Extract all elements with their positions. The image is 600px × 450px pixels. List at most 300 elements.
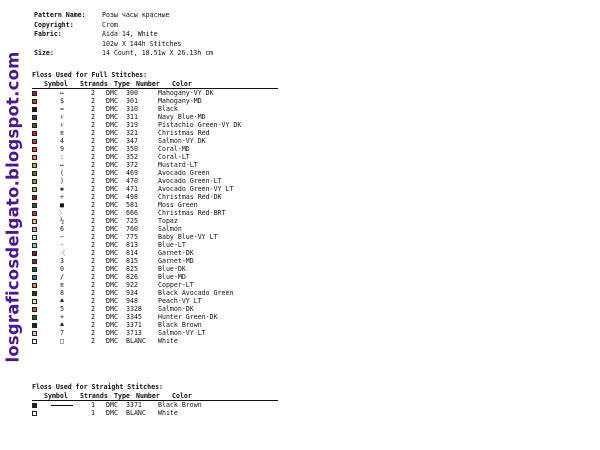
- color-name: Black: [158, 105, 178, 113]
- color-swatch: [32, 99, 37, 104]
- swatch-cell: [32, 201, 44, 209]
- header-row: [34, 11, 213, 21]
- floss-number: 3371: [126, 401, 142, 409]
- strands: 2: [91, 225, 95, 233]
- floss-row: [32, 153, 278, 161]
- swatch-cell: [32, 217, 44, 225]
- swatch-cell: [32, 169, 44, 177]
- full-stitches-table: [32, 80, 278, 345]
- floss-type: DMC: [106, 321, 118, 329]
- color-swatch: [32, 211, 37, 216]
- floss-number: 350: [126, 145, 138, 153]
- floss-row: [32, 321, 278, 329]
- stitch-symbol: 7: [60, 329, 64, 337]
- floss-row: [32, 225, 278, 233]
- strands: 2: [91, 265, 95, 273]
- stitch-symbol: ✱: [60, 185, 64, 193]
- floss-row: [32, 249, 278, 257]
- swatch-cell: [32, 89, 44, 97]
- stitch-symbol: ÷: [60, 193, 64, 201]
- color-swatch: [32, 251, 37, 256]
- swatch-cell: [32, 145, 44, 153]
- stitch-symbol: 〉: [58, 209, 66, 217]
- column-header: Number: [136, 80, 160, 88]
- strands: 2: [91, 281, 95, 289]
- floss-type: DMC: [106, 289, 118, 297]
- color-name: Mahogany-MD: [158, 97, 202, 105]
- floss-row: [32, 129, 278, 137]
- floss-type: DMC: [106, 409, 118, 417]
- color-name: Salmon: [158, 225, 182, 233]
- floss-row: [32, 193, 278, 201]
- floss-number: BLANC: [126, 409, 146, 417]
- stitch-symbol: 5: [60, 305, 64, 313]
- swatch-cell: [32, 313, 44, 321]
- color-swatch: [32, 219, 37, 224]
- floss-type: DMC: [106, 161, 118, 169]
- header-label: Copyright:: [34, 20, 74, 29]
- floss-type: DMC: [106, 105, 118, 113]
- swatch-cell: [32, 321, 44, 329]
- floss-row: [32, 233, 278, 241]
- floss-type: DMC: [106, 249, 118, 257]
- floss-row: [32, 281, 278, 289]
- color-swatch: [32, 195, 37, 200]
- color-swatch: [32, 107, 37, 112]
- floss-number: 319: [126, 121, 138, 129]
- floss-type: DMC: [106, 241, 118, 249]
- color-swatch: [32, 91, 37, 96]
- swatch-cell: [32, 161, 44, 169]
- swatch-cell: [32, 209, 44, 217]
- color-name: Avocado Green-VY LT: [158, 185, 234, 193]
- strands: 2: [91, 129, 95, 137]
- floss-type: DMC: [106, 169, 118, 177]
- swatch-cell: [32, 129, 44, 137]
- floss-type: DMC: [106, 153, 118, 161]
- line-symbol-icon: [51, 405, 73, 406]
- floss-type: DMC: [106, 337, 118, 345]
- floss-row: [32, 265, 278, 273]
- floss-type: DMC: [106, 217, 118, 225]
- floss-number: 775: [126, 233, 138, 241]
- floss-number: 311: [126, 113, 138, 121]
- header-label: Fabric:: [34, 30, 62, 38]
- floss-type: DMC: [106, 145, 118, 153]
- stitch-symbol: −: [60, 233, 64, 241]
- strands: 2: [91, 257, 95, 265]
- floss-number: 725: [126, 217, 138, 225]
- color-name: Moss Green: [158, 201, 198, 209]
- color-swatch: [32, 187, 37, 192]
- column-header: Type: [114, 80, 130, 88]
- floss-number: 300: [126, 89, 138, 97]
- floss-number: 321: [126, 129, 138, 137]
- color-name: Blue-LT: [158, 241, 186, 249]
- floss-row: [32, 337, 278, 345]
- floss-number: 301: [126, 97, 138, 105]
- floss-number: 922: [126, 281, 138, 289]
- swatch-cell: [32, 289, 44, 297]
- color-swatch: [32, 307, 37, 312]
- column-header: Strands: [80, 392, 108, 400]
- floss-type: DMC: [106, 201, 118, 209]
- floss-number: 825: [126, 265, 138, 273]
- strands: 2: [91, 113, 95, 121]
- swatch-cell: [32, 105, 44, 113]
- floss-type: DMC: [106, 281, 118, 289]
- stitch-symbol: 0: [60, 265, 64, 273]
- color-swatch: [32, 243, 37, 248]
- stitch-symbol: ↑: [60, 121, 64, 129]
- floss-row: [32, 89, 278, 97]
- floss-number: 826: [126, 273, 138, 281]
- strands: 2: [91, 121, 95, 129]
- stitch-symbol: (: [60, 169, 64, 177]
- floss-row: [32, 145, 278, 153]
- floss-row: [32, 185, 278, 193]
- floss-row: [32, 329, 278, 337]
- floss-number: 948: [126, 297, 138, 305]
- floss-type: DMC: [106, 313, 118, 321]
- column-header: Strands: [80, 80, 108, 88]
- color-name: Hunter Green-DK: [158, 313, 218, 321]
- stitch-symbol: +: [60, 313, 64, 321]
- header-value: Aida 14, White: [102, 30, 158, 38]
- color-name: Garnet-MD: [158, 257, 194, 265]
- swatch-cell: [32, 153, 44, 161]
- stitch-symbol: ↔: [60, 161, 64, 169]
- stitch-symbol: $: [60, 97, 64, 105]
- strands: 1: [91, 409, 95, 417]
- floss-number: 470: [126, 177, 138, 185]
- floss-row: [32, 273, 278, 281]
- floss-number: 760: [126, 225, 138, 233]
- strands: 2: [91, 241, 95, 249]
- stitch-symbol: 〈: [58, 249, 66, 257]
- swatch-cell: [32, 233, 44, 241]
- color-swatch: [32, 115, 37, 120]
- floss-row: [32, 97, 278, 105]
- color-swatch: [32, 163, 37, 168]
- floss-number: 814: [126, 249, 138, 257]
- floss-type: DMC: [106, 185, 118, 193]
- color-swatch: [32, 267, 37, 272]
- column-header: Number: [136, 392, 160, 400]
- header-row: [34, 49, 213, 59]
- floss-number: 372: [126, 161, 138, 169]
- floss-type: DMC: [106, 97, 118, 105]
- floss-type: DMC: [106, 265, 118, 273]
- color-swatch: [32, 403, 37, 408]
- floss-number: 347: [126, 137, 138, 145]
- floss-type: DMC: [106, 129, 118, 137]
- swatch-cell: [32, 273, 44, 281]
- swatch-cell: [32, 329, 44, 337]
- stitch-symbol: 4: [60, 137, 64, 145]
- floss-number: 3371: [126, 321, 142, 329]
- floss-row: [32, 105, 278, 113]
- stitch-symbol: ½: [60, 217, 64, 225]
- stitch-symbol: □: [60, 337, 64, 345]
- column-header: Color: [172, 80, 192, 88]
- strands: 2: [91, 177, 95, 185]
- swatch-cell: [32, 281, 44, 289]
- floss-row: [32, 113, 278, 121]
- swatch-cell: [32, 297, 44, 305]
- floss-type: DMC: [106, 121, 118, 129]
- floss-number: 3713: [126, 329, 142, 337]
- floss-row: [32, 257, 278, 265]
- color-swatch: [32, 259, 37, 264]
- color-name: Peach-VY LT: [158, 297, 202, 305]
- floss-number: 3328: [126, 305, 142, 313]
- floss-type: DMC: [106, 273, 118, 281]
- column-header: Symbol: [44, 392, 68, 400]
- floss-type: DMC: [106, 305, 118, 313]
- stitch-symbol: 6: [60, 225, 64, 233]
- header-value: 102w X 144h Stitches: [102, 39, 182, 48]
- color-name: Christmas Red-BRT: [158, 209, 226, 217]
- color-name: White: [158, 409, 178, 417]
- straight-stitches-title: Floss Used for Straight Stitches:: [32, 383, 164, 391]
- color-name: White: [158, 337, 178, 345]
- floss-row: [32, 121, 278, 129]
- color-name: Christmas Red-DK: [158, 193, 222, 201]
- color-swatch: [32, 147, 37, 152]
- stitch-symbol: ≈: [60, 105, 64, 113]
- floss-type: DMC: [106, 329, 118, 337]
- color-name: Avocado Green-LT: [158, 177, 222, 185]
- swatch-cell: [32, 305, 44, 313]
- color-swatch: [32, 179, 37, 184]
- floss-type: DMC: [106, 89, 118, 97]
- swatch-cell: [32, 257, 44, 265]
- floss-type: DMC: [106, 177, 118, 185]
- stitch-symbol: ♣: [60, 297, 64, 305]
- header-label: [34, 40, 102, 50]
- column-header: Symbol: [44, 80, 68, 88]
- floss-type: DMC: [106, 257, 118, 265]
- color-swatch: [32, 299, 37, 304]
- stitch-symbol: /: [60, 273, 64, 281]
- header-value: Розы часы красные: [102, 11, 170, 19]
- strands: 2: [91, 289, 95, 297]
- strands: 2: [91, 97, 95, 105]
- strands: 2: [91, 201, 95, 209]
- strands: 2: [91, 169, 95, 177]
- floss-type: DMC: [106, 113, 118, 121]
- color-swatch: [32, 235, 37, 240]
- color-swatch: [32, 171, 37, 176]
- floss-number: 469: [126, 169, 138, 177]
- swatch-cell: [32, 137, 44, 145]
- floss-row: [32, 209, 278, 217]
- strands: 2: [91, 217, 95, 225]
- header-value: 14 Count, 18.51w X 26.13h cm: [102, 49, 214, 57]
- stitch-symbol: ≡: [60, 281, 64, 289]
- color-swatch: [32, 339, 37, 344]
- floss-row: [32, 409, 278, 417]
- header-label: Pattern Name:: [34, 11, 86, 19]
- full-stitches-title: Floss Used for Full Stitches:: [32, 71, 148, 79]
- stitch-symbol: ): [60, 177, 64, 185]
- color-swatch: [32, 131, 37, 136]
- color-swatch: [32, 155, 37, 160]
- color-swatch: [32, 411, 37, 416]
- floss-type: DMC: [106, 209, 118, 217]
- strands: 2: [91, 105, 95, 113]
- stitch-symbol: 9: [60, 145, 64, 153]
- table-header: [32, 80, 278, 89]
- swatch-cell: [32, 97, 44, 105]
- floss-row: [32, 201, 278, 209]
- color-name: Black Brown: [158, 401, 202, 409]
- strands: 2: [91, 233, 95, 241]
- color-swatch: [32, 331, 37, 336]
- strands: 2: [91, 153, 95, 161]
- floss-type: DMC: [106, 297, 118, 305]
- color-name: Baby Blue-VY LT: [158, 233, 218, 241]
- color-swatch: [32, 315, 37, 320]
- header-row: [34, 40, 213, 50]
- color-swatch: [32, 139, 37, 144]
- color-name: Christmas Red: [158, 129, 210, 137]
- color-name: Salmon-VY DK: [158, 137, 206, 145]
- color-swatch: [32, 123, 37, 128]
- strands: 2: [91, 305, 95, 313]
- column-header: Color: [172, 392, 192, 400]
- color-name: Black Brown: [158, 321, 202, 329]
- floss-type: DMC: [106, 137, 118, 145]
- swatch-cell: [32, 193, 44, 201]
- floss-row: [32, 241, 278, 249]
- color-swatch: [32, 283, 37, 288]
- header-row: [34, 30, 213, 40]
- table-header: [32, 392, 278, 401]
- swatch-cell: [32, 113, 44, 121]
- floss-row: [32, 217, 278, 225]
- color-name: Pistachio Green-VY DK: [158, 121, 242, 129]
- floss-number: 3345: [126, 313, 142, 321]
- stitch-symbol: ♣: [60, 321, 64, 329]
- stitch-symbol: [44, 401, 80, 409]
- color-name: Topaz: [158, 217, 178, 225]
- color-name: Mahogany-VY DK: [158, 89, 214, 97]
- color-swatch: [32, 323, 37, 328]
- floss-number: 498: [126, 193, 138, 201]
- strands: 2: [91, 145, 95, 153]
- color-swatch: [32, 291, 37, 296]
- color-name: Mustard-LT: [158, 161, 198, 169]
- color-swatch: [32, 203, 37, 208]
- swatch-cell: [32, 241, 44, 249]
- floss-row: [32, 401, 278, 409]
- color-swatch: [32, 227, 37, 232]
- stitch-symbol: [44, 409, 80, 417]
- stitch-symbol: ■: [60, 201, 64, 209]
- swatch-cell: [32, 265, 44, 273]
- stitch-symbol: ≡: [60, 129, 64, 137]
- color-name: Salmon-VY LT: [158, 329, 206, 337]
- strands: 2: [91, 193, 95, 201]
- floss-row: [32, 169, 278, 177]
- blog-watermark: losgraficosdelgato.blogspot.com: [3, 51, 23, 363]
- swatch-cell: [32, 177, 44, 185]
- color-swatch: [32, 275, 37, 280]
- floss-number: 934: [126, 289, 138, 297]
- strands: 2: [91, 321, 95, 329]
- strands: 2: [91, 337, 95, 345]
- strands: 1: [91, 401, 95, 409]
- straight-stitches-table: [32, 392, 278, 417]
- stitch-symbol: 8: [60, 289, 64, 297]
- color-name: Coral-MD: [158, 145, 190, 153]
- floss-number: 815: [126, 257, 138, 265]
- floss-number: 471: [126, 185, 138, 193]
- strands: 2: [91, 297, 95, 305]
- floss-number: 310: [126, 105, 138, 113]
- stitch-symbol: ↑: [60, 113, 64, 121]
- strands: 2: [91, 89, 95, 97]
- swatch-cell: [32, 401, 44, 409]
- stitch-symbol: :: [60, 153, 64, 161]
- floss-row: [32, 289, 278, 297]
- swatch-cell: [32, 225, 44, 233]
- floss-type: DMC: [106, 401, 118, 409]
- strands: 2: [91, 137, 95, 145]
- color-name: Blue-MD: [158, 273, 186, 281]
- stitch-symbol: ↔: [60, 89, 64, 97]
- header-row: [34, 21, 213, 31]
- strands: 2: [91, 329, 95, 337]
- strands: 2: [91, 185, 95, 193]
- strands: 2: [91, 313, 95, 321]
- stitch-symbol: 3: [60, 257, 64, 265]
- strands: 2: [91, 273, 95, 281]
- swatch-cell: [32, 337, 44, 345]
- swatch-cell: [32, 121, 44, 129]
- floss-row: [32, 305, 278, 313]
- swatch-cell: [32, 185, 44, 193]
- strands: 2: [91, 161, 95, 169]
- floss-number: 813: [126, 241, 138, 249]
- floss-number: 352: [126, 153, 138, 161]
- floss-number: BLANC: [126, 337, 146, 345]
- floss-row: [32, 161, 278, 169]
- header-label: Size:: [34, 49, 54, 57]
- color-name: Avocado Green: [158, 169, 210, 177]
- floss-type: DMC: [106, 225, 118, 233]
- color-name: Blue-DK: [158, 265, 186, 273]
- color-name: Salmon-DK: [158, 305, 194, 313]
- floss-row: [32, 297, 278, 305]
- floss-type: DMC: [106, 193, 118, 201]
- color-name: Coral-LT: [158, 153, 190, 161]
- color-name: Copper-LT: [158, 281, 194, 289]
- pattern-header: [34, 11, 213, 59]
- color-name: Garnet-DK: [158, 249, 194, 257]
- stitch-symbol: ·: [60, 241, 64, 249]
- floss-number: 581: [126, 201, 138, 209]
- floss-row: [32, 313, 278, 321]
- strands: 2: [91, 249, 95, 257]
- color-name: Black Avocado Green: [158, 289, 234, 297]
- floss-number: 666: [126, 209, 138, 217]
- swatch-cell: [32, 249, 44, 257]
- strands: 2: [91, 209, 95, 217]
- floss-row: [32, 177, 278, 185]
